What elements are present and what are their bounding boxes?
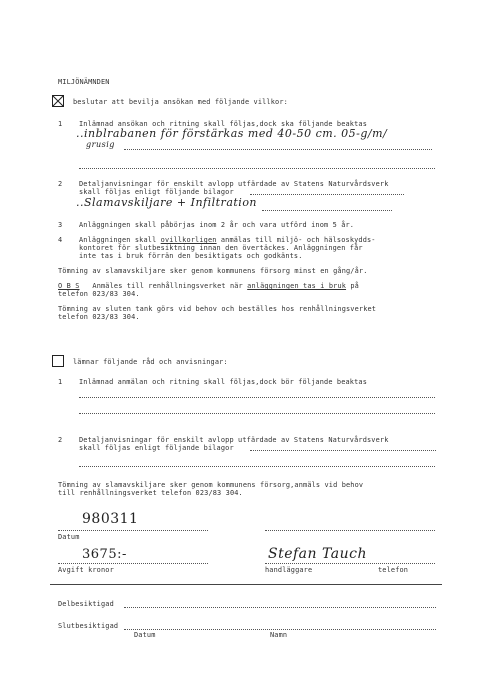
item3-text: Anläggningen skall påbörjas inom 2 år och vara utförd inom 5 år. [79,221,355,229]
fill-line [250,194,404,195]
fill-line [79,397,435,398]
col-datum-label: Datum [134,631,156,639]
signature-top-line [265,530,435,531]
handwritten-bilaga: ..Slamavskiljare + Infiltration [76,196,258,209]
fee-value: 3675:- [82,547,127,562]
item2-text-line2: skall följas enligt följande bilagor [79,188,234,196]
date-line [58,530,208,531]
item4-number: 4 [58,236,63,244]
handwritten-condition-cont: grusig [86,140,115,149]
item1-text: Inlämnad ansökan och ritning skall följas,dock ska följande beaktas [79,120,367,128]
date-value: 980311 [82,511,139,527]
s2-item2-line1: Detaljanvisningar för enskilt avlopp utfärdade av Statens Naturvårdsverk [79,436,389,444]
check-cross-icon [53,96,63,106]
item3-number: 3 [58,221,63,229]
obs-phone: telefon 023/83 304. [58,290,140,298]
fill-line [79,168,435,169]
fill-line [124,149,432,150]
delbesiktigad-label: Delbesiktigad [58,600,114,608]
s2-item2-line2: skall följas enligt följande bilagor [79,444,234,452]
sluten-tank-line1: Tömning av sluten tank görs vid behov och beställes hos renhållningsverket [58,305,377,313]
approve-checkbox[interactable] [52,95,64,107]
fill-line [262,210,392,211]
advice-checkbox[interactable] [52,355,64,367]
obs-text-a: Anmäles till renhållningsverket när [92,282,243,290]
slutbesiktigad-line [124,629,436,630]
item1-number: 1 [58,120,63,128]
fill-line [79,413,435,414]
s2-tomning-line1: Tömning av slamavskiljare sker genom kommunens försorg,anmäls vid behov [58,481,364,489]
handwritten-condition: ..inblrabanen för förstärkas med 40-50 cm. 05-g/m/ [76,127,388,140]
fee-line [58,563,208,564]
item4-text-line2: kontoret för slutbesiktning innan den övertäckes. Anläggningen får [79,244,363,252]
item2-number: 2 [58,180,63,188]
s2-tomning-line2: till renhållningsverket telefon 023/83 304. [58,489,243,497]
date-label: Datum [58,533,80,541]
item4-text-line1: Anläggningen skall ovillkorligen anmälas till miljö- och hälsoskydds- [79,236,376,244]
col-namn-label: Namn [270,631,288,639]
handler-label: handläggare [265,566,313,574]
obs-line [58,282,359,290]
phone-label: telefon [378,566,409,574]
obs-text-c: på [350,282,359,290]
sluten-tank-line2: telefon 023/83 304. [58,313,140,321]
s2-item1-number: 1 [58,378,63,386]
handler-signature: Stefan Tauch [268,546,367,562]
delbesiktigad-line [124,607,436,608]
section1-intro: beslutar att bevilja ansökan med följande villkor: [73,98,288,106]
slutbesiktigad-label: Slutbesiktigad [58,622,119,630]
item4-text-line3: inte tas i bruk förrän den besiktigats och godkänts. [79,252,303,260]
obs-label: O B S [58,282,80,290]
handler-line [265,563,435,564]
divider [50,584,442,585]
section2-intro: lämnar följande råd och anvisningar: [73,358,228,366]
fee-label: Avgift kronor [58,566,114,574]
fill-line [79,466,435,467]
obs-emphasis: anläggningen tas i bruk [247,282,347,290]
s2-item2-number: 2 [58,436,63,444]
item2-text-line1: Detaljanvisningar för enskilt avlopp utfärdade av Statens Naturvårdsverk [79,180,389,188]
tomning-text: Tömning av slamavskiljare sker genom kommunens försorg minst en gång/år. [58,267,368,275]
item4-emphasis: ovillkorligen [160,236,217,244]
fill-line [250,450,436,451]
s2-item1-text: Inlämnad anmälan och ritning skall följas,dock bör följande beaktas [79,378,367,386]
department-heading: MILJÖNÄMNDEN [58,78,110,86]
